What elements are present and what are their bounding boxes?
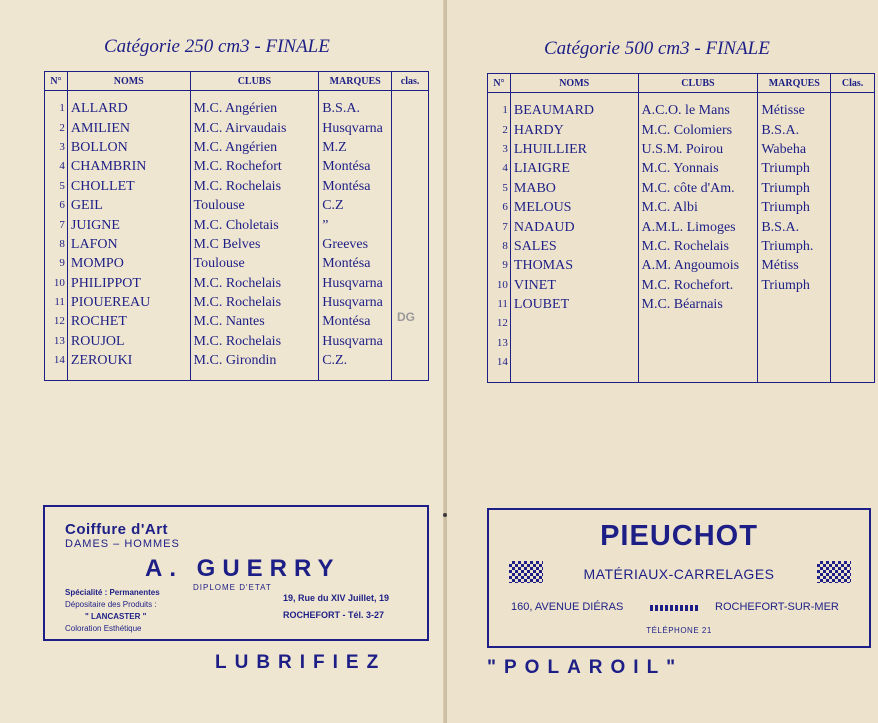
- table-row: [488, 120, 875, 139]
- rider-name: LAFON: [67, 235, 190, 254]
- dg-stamp: DG: [397, 310, 415, 324]
- rider-club: U.S.M. Poirou: [638, 140, 758, 159]
- rider-make: [758, 314, 831, 333]
- guerry-ad: [43, 505, 429, 641]
- rider-make: Métiss: [758, 256, 831, 275]
- rider-number: 9: [45, 254, 68, 273]
- rider-make: [758, 353, 831, 383]
- rider-name: LHUILLIER: [510, 140, 638, 159]
- rider-name: PIOUEREAU: [67, 293, 190, 312]
- rider-make: Montésa: [319, 312, 392, 331]
- pieuchot-name: PIEUCHOT: [600, 520, 758, 552]
- rider-number: 12: [488, 314, 511, 333]
- table-row: [45, 157, 429, 176]
- rider-number: 13: [488, 334, 511, 353]
- rider-rank: [831, 93, 875, 121]
- table-row: [45, 118, 429, 137]
- header-clubs: CLUBS: [190, 72, 319, 91]
- guerry-line2: Dépositaire des Produits :: [65, 600, 157, 609]
- rider-club: M.C. Albi: [638, 198, 758, 217]
- rider-club: M.C. Rochelais: [638, 237, 758, 256]
- rider-club: M.C. Nantes: [190, 312, 319, 331]
- rider-rank: [392, 215, 429, 234]
- rider-club: A.C.O. le Mans: [638, 93, 758, 121]
- rider-rank: [831, 256, 875, 275]
- guerry-line4: Coloration Esthétique: [65, 624, 142, 633]
- rider-make: Husqvarna: [319, 332, 392, 351]
- table-row: [45, 293, 429, 312]
- table-row: [45, 91, 429, 119]
- rider-name: PHILIPPOT: [67, 274, 190, 293]
- pieuchot-address: 160, AVENUE DIÉRAS: [511, 601, 624, 613]
- rider-name: ROUJOL: [67, 332, 190, 351]
- rider-club: M.C. côte d'Am.: [638, 179, 758, 198]
- rider-club: M.C Belves: [190, 235, 319, 254]
- table-row: [45, 274, 429, 293]
- rider-make: B.S.A.: [758, 217, 831, 236]
- rider-name: THOMAS: [510, 256, 638, 275]
- table-row: [488, 140, 875, 159]
- rider-name: MELOUS: [510, 198, 638, 217]
- rider-make: Triumph.: [758, 237, 831, 256]
- rider-make: Triumph: [758, 159, 831, 178]
- tile-divider: [650, 605, 698, 611]
- guerry-line3: " LANCASTER ": [85, 612, 147, 621]
- rider-number: 2: [488, 120, 511, 139]
- rider-number: 1: [45, 91, 68, 119]
- rider-club: [638, 334, 758, 353]
- rider-club: [638, 314, 758, 333]
- guerry-name: A. GUERRY: [145, 555, 341, 582]
- rider-name: [510, 334, 638, 353]
- rider-number: 7: [488, 217, 511, 236]
- rider-club: Toulouse: [190, 254, 319, 273]
- header-num: N°: [488, 74, 511, 93]
- guerry-line1: Spécialité : Permanentes: [65, 588, 160, 597]
- rider-make: Husqvarna: [319, 274, 392, 293]
- table-header-row: [45, 72, 429, 91]
- rider-name: LIAIGRE: [510, 159, 638, 178]
- rider-club: M.C. Angérien: [190, 91, 319, 119]
- rider-make: Greeves: [319, 235, 392, 254]
- rider-club: M.C. Colomiers: [638, 120, 758, 139]
- table-row: [488, 93, 875, 121]
- rider-club: M.C. Yonnais: [638, 159, 758, 178]
- table-row: [45, 235, 429, 254]
- rider-make: Montésa: [319, 254, 392, 273]
- rider-make: Montésa: [319, 157, 392, 176]
- rider-name: ROCHET: [67, 312, 190, 331]
- rider-name: MABO: [510, 179, 638, 198]
- rider-rank: [831, 237, 875, 256]
- rider-rank: [831, 179, 875, 198]
- pieuchot-ad: [487, 508, 871, 648]
- rider-rank: [392, 177, 429, 196]
- table-row: [488, 256, 875, 275]
- rider-make: ”: [319, 215, 392, 234]
- rider-rank: [831, 120, 875, 139]
- rider-club: M.C. Rochefort.: [638, 276, 758, 295]
- rider-name: LOUBET: [510, 295, 638, 314]
- rider-club: M.C. Airvaudais: [190, 118, 319, 137]
- table-row: [45, 177, 429, 196]
- rider-rank: [392, 332, 429, 351]
- rider-rank: [392, 254, 429, 273]
- guerry-diploma: DIPLOME D'ETAT: [193, 583, 272, 592]
- rider-club: M.C. Béarnais: [638, 295, 758, 314]
- table-row: [45, 254, 429, 273]
- table-row: [488, 198, 875, 217]
- left-category-title: Catégorie 250 cm3 - FINALE: [104, 36, 330, 57]
- right-page: [447, 0, 878, 723]
- rider-rank: [392, 138, 429, 157]
- header-noms: NOMS: [67, 72, 190, 91]
- rider-number: 5: [488, 179, 511, 198]
- rider-number: 14: [45, 351, 68, 381]
- rider-number: 1: [488, 93, 511, 121]
- rider-name: [510, 353, 638, 383]
- rider-number: 5: [45, 177, 68, 196]
- rider-name: [510, 314, 638, 333]
- rider-club: M.C. Rochelais: [190, 332, 319, 351]
- rider-club: [638, 353, 758, 383]
- rider-rank: [392, 196, 429, 215]
- rider-number: 7: [45, 215, 68, 234]
- rider-make: Triumph: [758, 179, 831, 198]
- rider-club: M.C. Rochefort: [190, 157, 319, 176]
- rider-name: AMILIEN: [67, 118, 190, 137]
- rider-make: Husqvarna: [319, 293, 392, 312]
- rider-number: 2: [45, 118, 68, 137]
- rider-club: Toulouse: [190, 196, 319, 215]
- rider-make: Métisse: [758, 93, 831, 121]
- rider-make: C.Z.: [319, 351, 392, 381]
- rider-club: A.M. Angoumois: [638, 256, 758, 275]
- rider-rank: [392, 274, 429, 293]
- rider-number: 8: [488, 237, 511, 256]
- table-row: [488, 159, 875, 178]
- rider-make: [758, 334, 831, 353]
- rider-number: 12: [45, 312, 68, 331]
- rider-club: M.C. Rochelais: [190, 177, 319, 196]
- rider-make: C.Z: [319, 196, 392, 215]
- rider-name: GEIL: [67, 196, 190, 215]
- rider-number: 10: [488, 276, 511, 295]
- rider-name: NADAUD: [510, 217, 638, 236]
- rider-make: Montésa: [319, 177, 392, 196]
- rider-rank: [392, 351, 429, 381]
- rider-name: ALLARD: [67, 91, 190, 119]
- header-clas: Clas.: [831, 74, 875, 93]
- rider-rank: [831, 353, 875, 383]
- guerry-address: 19, Rue du XIV Juillet, 19: [283, 593, 390, 603]
- rider-make: Wabeha: [758, 140, 831, 159]
- table-row: [488, 179, 875, 198]
- rider-name: BOLLON: [67, 138, 190, 157]
- rider-club: M.C. Rochelais: [190, 274, 319, 293]
- table-row: [45, 138, 429, 157]
- table-row: [488, 334, 875, 353]
- rider-number: 14: [488, 353, 511, 383]
- rider-name: JUIGNE: [67, 215, 190, 234]
- header-clubs: CLUBS: [638, 74, 758, 93]
- table-header-row: [488, 74, 875, 93]
- rider-make: [758, 295, 831, 314]
- rider-number: 6: [45, 196, 68, 215]
- header-noms: NOMS: [510, 74, 638, 93]
- table-row: [45, 196, 429, 215]
- pieuchot-city: ROCHEFORT-SUR-MER: [715, 601, 839, 613]
- header-marques: MARQUES: [758, 74, 831, 93]
- table-row: [45, 312, 429, 331]
- rider-make: Triumph: [758, 276, 831, 295]
- rider-number: 11: [45, 293, 68, 312]
- rider-number: 6: [488, 198, 511, 217]
- rider-rank: [831, 334, 875, 353]
- table-row: [45, 351, 429, 381]
- rider-number: 8: [45, 235, 68, 254]
- rider-name: MOMPO: [67, 254, 190, 273]
- rider-rank: [831, 295, 875, 314]
- table-row: [488, 295, 875, 314]
- guerry-city-tel: ROCHEFORT - Tél. 3-27: [283, 610, 385, 620]
- rider-number: 13: [45, 332, 68, 351]
- rider-make: Triumph: [758, 198, 831, 217]
- table-row: [488, 217, 875, 236]
- table-row: [45, 332, 429, 351]
- left-results-table: [44, 71, 429, 381]
- table-row: [45, 215, 429, 234]
- rider-club: A.M.L. Limoges: [638, 217, 758, 236]
- lubrifiez-slogan: LUBRIFIEZ: [215, 652, 387, 673]
- rider-name: SALES: [510, 237, 638, 256]
- guerry-headline: Coiffure d'Art: [65, 521, 169, 538]
- rider-club: M.C. Girondin: [190, 351, 319, 381]
- rider-name: BEAUMARD: [510, 93, 638, 121]
- rider-number: 3: [45, 138, 68, 157]
- rider-rank: [831, 198, 875, 217]
- table-row: [488, 276, 875, 295]
- rider-rank: [831, 140, 875, 159]
- header-marques: MARQUES: [319, 72, 392, 91]
- rider-rank: [831, 276, 875, 295]
- rider-number: 4: [45, 157, 68, 176]
- table-row: [488, 353, 875, 383]
- table-row: [488, 237, 875, 256]
- rider-make: M.Z: [319, 138, 392, 157]
- rider-rank: [392, 235, 429, 254]
- rider-club: M.C. Rochelais: [190, 293, 319, 312]
- guerry-subline: DAMES – HOMMES: [65, 538, 180, 550]
- rider-make: Husqvarna: [319, 118, 392, 137]
- rider-rank: [392, 91, 429, 119]
- rider-rank: [831, 217, 875, 236]
- polaroil-slogan: "POLAROIL": [487, 657, 684, 678]
- rider-club: M.C. Angérien: [190, 138, 319, 157]
- pieuchot-subtitle: MATÉRIAUX-CARRELAGES: [583, 566, 775, 582]
- right-results-table: [487, 73, 875, 383]
- rider-name: CHOLLET: [67, 177, 190, 196]
- rider-number: 10: [45, 274, 68, 293]
- rider-number: 3: [488, 140, 511, 159]
- rider-number: 9: [488, 256, 511, 275]
- header-clas: clas.: [392, 72, 429, 91]
- rider-name: VINET: [510, 276, 638, 295]
- rider-number: 11: [488, 295, 511, 314]
- header-num: N°: [45, 72, 68, 91]
- rider-rank: [831, 314, 875, 333]
- rider-number: 4: [488, 159, 511, 178]
- rider-name: CHAMBRIN: [67, 157, 190, 176]
- rider-rank: [392, 157, 429, 176]
- rider-name: ZEROUKI: [67, 351, 190, 381]
- right-category-title: Catégorie 500 cm3 - FINALE: [544, 38, 770, 59]
- pieuchot-telephone: TÉLÉPHONE 21: [646, 626, 712, 635]
- rider-club: M.C. Choletais: [190, 215, 319, 234]
- rider-rank: [831, 159, 875, 178]
- rider-rank: [392, 118, 429, 137]
- rider-make: B.S.A.: [758, 120, 831, 139]
- rider-name: HARDY: [510, 120, 638, 139]
- rider-make: B.S.A.: [319, 91, 392, 119]
- table-row: [488, 314, 875, 333]
